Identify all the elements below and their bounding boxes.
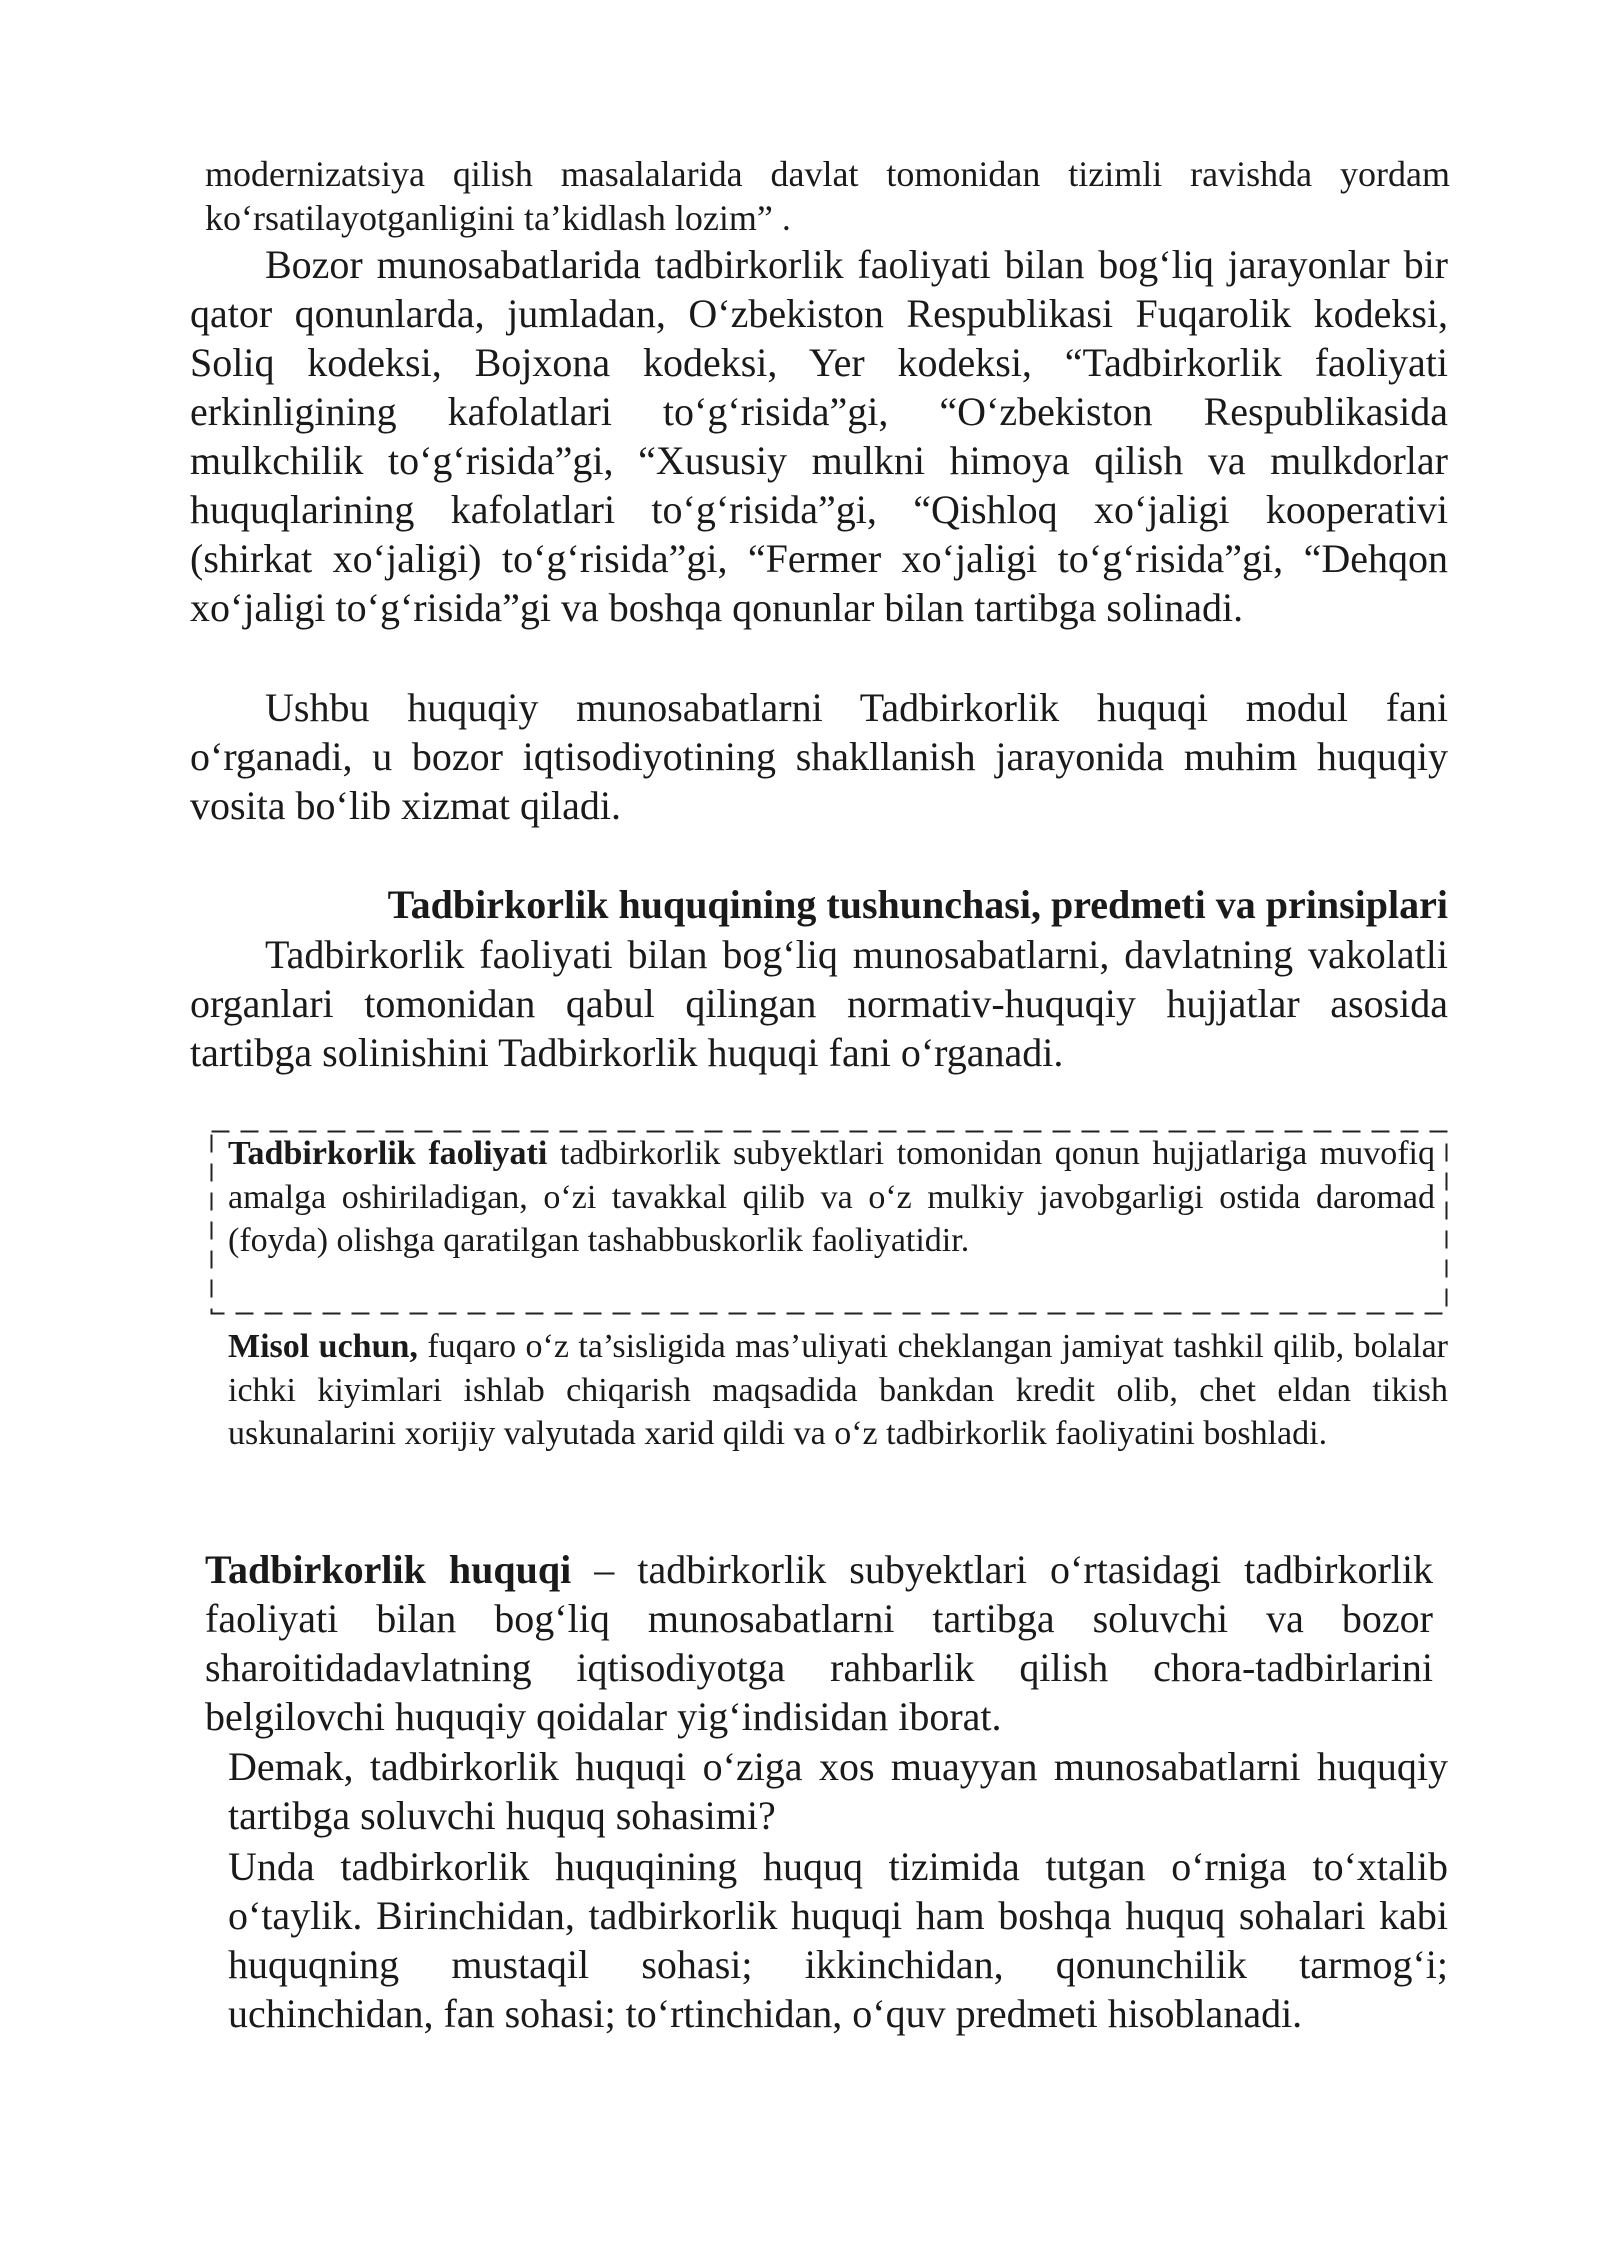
law-definition-text: – tadbirkorlik subyektlari o‘rtasidagi tadbirkorlik faoliyati bilan bog‘liq munosabatlarni tartibga soluvchi va bozor sharoitidadavlatning iqtisodiyotga rahbarlik qilish chora-tadbirlarini belgilovchi huquqiy qoidalar yig‘indisidan iborat. [205,1547,1434,1739]
example-paragraph [228,1325,1448,1456]
top-fragment-paragraph: modernizatsiya qilish masalalarida davlat tomonidan tizimli ravishda yordam ko‘rsatilayotganligini ta’kidlash lozim” . [205,154,1450,238]
definition-term: Tadbirkorlik faoliyati [228,1135,548,1172]
example-text: fuqaro o‘z ta’sisligida mas’uliyati cheklangan jamiyat tashkil qilib, bolalar ichki kiyimlari ishlab chiqarish maqsadida bankdan kredit olib, chet eldan tikish uskunalarini xorijiy valyutada xarid qildi va o‘z tadbirkorlik faoliyatini boshladi. [228,1328,1448,1452]
law-definition-term: Tadbirkorlik huquqi [205,1547,572,1592]
intro-paragraph: Tadbirkorlik faoliyati bilan bog‘liq munosabatlarni, davlatning vakolatli organlari tomonidan qabul qilingan normativ-huquqiy hujjatlar asosida tartibga solinishini Tadbirkorlik huquqi fani o‘rganadi. [190,932,1448,1075]
definition-text: tadbirkorlik subyektlari tomonidan qonun hujjatlariga muvofiq amalga oshiriladigan, o‘zi tavakkal qilib va o‘z mulkiy javobgarligi ostida daromad (foyda) olishga qaratilgan tashabbuskorlik faoliyatidir. [228,1135,1435,1259]
place-paragraph: Unda tadbirkorlik huquqining huquq tizimida tutgan o‘rniga to‘xtalib o‘taylik. Birinchidan, tadbirkorlik huquqi ham boshqa huquq sohalari kabi huquqning mustaqil sohasi; ikkinchidan, qonunchilik tarmog‘i; uchinchidan, fan sohasi; to‘rtinchidan, o‘quv predmeti hisoblanadi. [228,1844,1448,2036]
laws-paragraph: Bozor munosabatlarida tadbirkorlik faoliyati bilan bog‘liq jarayonlar bir qator qonunlarda, jumladan, O‘zbekiston Respublikasi Fuqarolik kodeksi, Soliq kodeksi, Bojxona kodeksi, Yer kodeksi, “Tadbirkorlik faoliyati erkinligining kafolatlari to‘g‘risida”gi, “O‘zbekiston Respublikasida mulkchilik to‘g‘risida”gi, “Xususiy mulkni himoya qilish va mulkdorlar huquqlarining kafolatlari to‘g‘risida”gi, “Qishloq xo‘jaligi kooperativi (shirkat xo‘jaligi) to‘g‘risida”gi, “Fermer xo‘jaligi to‘g‘risida”gi, “Dehqon xo‘jaligi to‘g‘risida”gi va boshqa qonunlar bilan tartibga solinadi. [190,242,1448,630]
section-heading: Tadbirkorlik huquqining tushunchasi, predmeti va prinsiplari [387,882,1448,927]
law-definition-paragraph [205,1545,1433,1741]
module-paragraph: Ushbu huquqiy munosabatlarni Tadbirkorlik huquqi modul fani o‘rganadi, u bozor iqtisodiyotining shakllanish jarayonida muhim huquqiy vosita bo‘lib xizmat qiladi. [190,685,1448,828]
example-lead: Misol uchun, [228,1328,418,1365]
definition-box [210,1130,1448,1315]
definition-paragraph [228,1132,1435,1263]
question-paragraph: Demak, tadbirkorlik huquqi o‘ziga xos muayyan munosabatlarni huquqiy tartibga soluvchi huquq sohasimi? [228,1744,1448,1838]
